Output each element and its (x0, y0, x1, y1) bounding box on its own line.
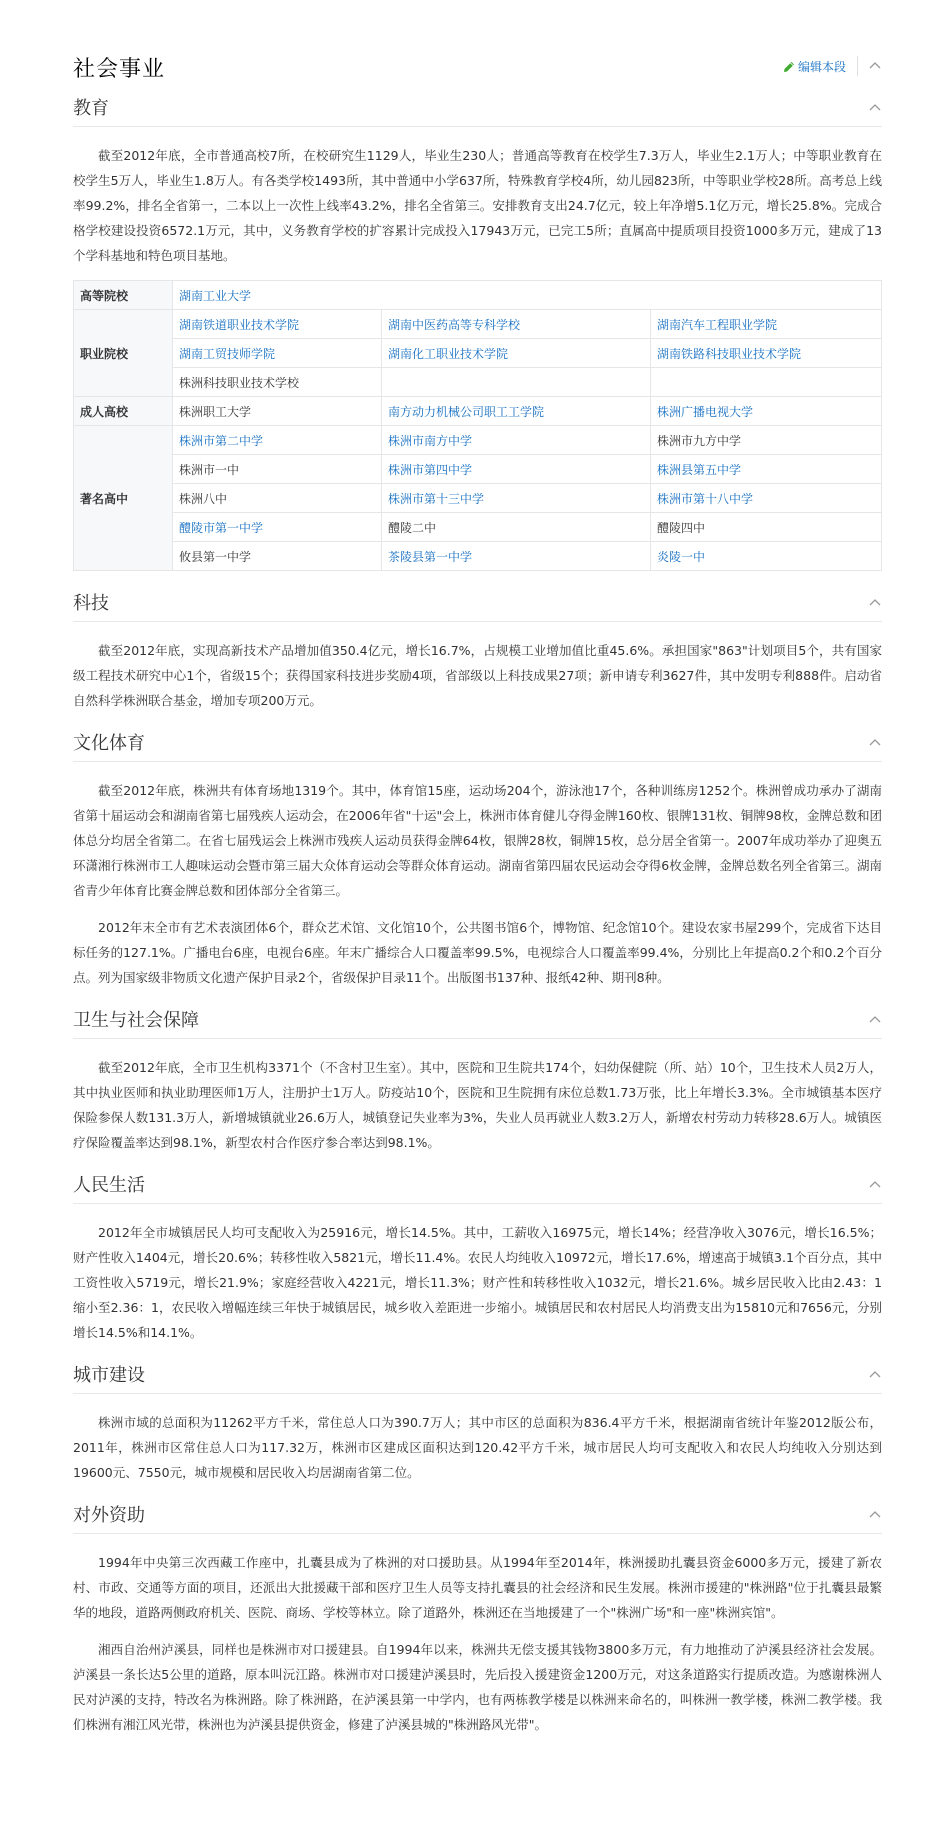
table-row (74, 455, 882, 484)
school-link[interactable]: 茶陵县第一中学 (382, 542, 651, 571)
table-row (74, 368, 882, 397)
school-name: 株洲八中 (173, 484, 382, 513)
chevron-up-icon[interactable] (868, 735, 882, 749)
school-link[interactable]: 株洲市第十八中学 (651, 484, 882, 513)
section-education (73, 90, 882, 571)
section-title: 文化体育 (73, 733, 145, 754)
paragraph: 2012年全市城镇居民人均可支配收入为25916元，增长14.5%。其中，工薪收入16975元，增长14%；经营净收入3076元，增长16.5%；财产性收入1404元，增长20.6%；转移性收入5821元，增长11.4%。农民人均纯收入10972元，增长17.6%，增速高于城镇3.1个百分点，其中工资性收入5719元，增长21.9%；家庭经营收入4221元，增长11.3%；财产性和转移性收入1032元，增长21.6%。城乡居民收入比由2.43：1缩小至2.36：1，农民收入增幅连续三年快于城镇居民，城乡收入差距进一步缩小。城镇居民和农村居民人均消费支出为15810元和7656元，分别增长14.5%和14.1%。 (73, 1225, 882, 1340)
table-row (74, 484, 882, 513)
school-link[interactable]: 湖南中医药高等专科学校 (382, 310, 651, 339)
school-name: 醴陵四中 (651, 513, 882, 542)
section-heading-health (73, 1002, 882, 1039)
school-link[interactable]: 湖南铁路科技职业技术学院 (651, 339, 882, 368)
paragraph: 1994年中央第三次西藏工作座中，扎囊县成为了株洲的对口援助县。从1994年至2014年，株洲援助扎囊县资金6000多万元，援建了新农村、市政、交通等方面的项目，还派出大批援藏干部和医疗卫生人员等支持扎囊县的社会经济和民生发展。株洲市援建的"株洲路"位于扎囊县最繁华的地段，道路两侧政府机关、医院、商场、学校等林立。除了道路外，株洲还在当地援建了一个"株洲广场"和一座"株洲宾馆"。 (73, 1555, 882, 1620)
section-heading-tech (73, 585, 882, 622)
empty-cell (382, 368, 651, 397)
school-link[interactable]: 湖南铁道职业技术学院 (173, 310, 382, 339)
paragraph: 截至2012年底，实现高新技术产品增加值350.4亿元，增长16.7%，占规模工业增加值比重45.6%。承担国家"863"计划项目5个，共有国家级工程技术研究中心1个，省级15个；获得国家科技进步奖励4项，省部级以上科技成果27项；新申请专利3627件，其中发明专利888件。启动省自然科学株洲联合基金，增加专项200万元。 (73, 643, 882, 708)
edit-section-label: 编辑本段 (797, 60, 846, 74)
category-cell: 高等院校 (74, 281, 173, 310)
school-link[interactable]: 南方动力机械公司职工工学院 (382, 397, 651, 426)
page-title: 社会事业 (73, 57, 166, 82)
edit-section-button[interactable] (783, 58, 846, 75)
school-name: 株洲职工大学 (173, 397, 382, 426)
school-link[interactable]: 醴陵市第一中学 (173, 513, 382, 542)
table-row (74, 513, 882, 542)
school-name: 株洲市九方中学 (651, 426, 882, 455)
main-heading-row (73, 50, 882, 90)
section-title: 科技 (73, 593, 109, 614)
pencil-icon (783, 61, 795, 73)
school-name: 株洲市一中 (173, 455, 382, 484)
school-link[interactable]: 株洲市第四中学 (382, 455, 651, 484)
table-row (74, 397, 882, 426)
section-title: 教育 (73, 98, 109, 119)
paragraph: 2012年末全市有艺术表演团体6个，群众艺术馆、文化馆10个，公共图书馆6个，博物馆、纪念馆10个。建设农家书屋299个，完成省下达目标任务的127.1%。广播电台6座，电视台6座。年末广播综合人口覆盖率99.5%，电视综合人口覆盖率99.4%，分别比上年提高0.2个和0.2个百分点。列为国家级非物质文化遗产保护目录2个，省级保护目录11个。出版图书137种、报纸42种、期刊8种。 (73, 920, 882, 985)
chevron-up-icon[interactable] (868, 1507, 882, 1521)
section-title: 卫生与社会保障 (73, 1010, 199, 1031)
paragraph: 截至2012年底，株洲共有体育场地1319个。其中，体育馆15座，运动场204个，游泳池17个，各种训练房1252个。株洲曾成功承办了湖南省第十届运动会和湖南省第七届残疾人运动会，在2006年省"十运"会上，株洲市体育健儿夺得金牌160枚、银牌131枚、铜牌98枚，金牌总数和团体总分均居全省第二。在省七届残运会上株洲市残疾人运动员获得金牌64枚，银牌28枚，铜牌15枚，总分居全省第一。2007年成功举办了迎奥五环潇湘行株洲市工人趣味运动会暨市第三届大众体育运动会等群众体育运动。湖南省第四届农民运动会夺得6枚金牌，金牌总数名列全省第三。湖南省青少年体育比赛金牌总数和团体部分全省第三。 (73, 783, 882, 898)
table-row (74, 542, 882, 571)
section-title: 对外资助 (73, 1505, 145, 1526)
chevron-up-icon[interactable] (868, 58, 882, 72)
school-link[interactable]: 株洲市第二中学 (173, 426, 382, 455)
section-city (73, 1357, 882, 1485)
school-link[interactable]: 湖南工贸技师学院 (173, 339, 382, 368)
chevron-up-icon[interactable] (868, 1367, 882, 1381)
category-cell: 成人高校 (74, 397, 173, 426)
school-link[interactable]: 炎陵一中 (651, 542, 882, 571)
divider (857, 56, 858, 76)
chevron-up-icon[interactable] (868, 1177, 882, 1191)
empty-cell (651, 368, 882, 397)
school-link[interactable]: 湖南工业大学 (173, 281, 882, 310)
school-link[interactable]: 株洲广播电视大学 (651, 397, 882, 426)
school-link[interactable]: 株洲市第十三中学 (382, 484, 651, 513)
section-tech (73, 585, 882, 713)
table-row (74, 281, 882, 310)
section-heading-city (73, 1357, 882, 1394)
school-name: 株洲科技职业技术学校 (173, 368, 382, 397)
paragraph: 湘西自治州泸溪县，同样也是株洲市对口援建县。自1994年以来，株洲共无偿支援其钱物3800多万元，有力地推动了泸溪县经济社会发展。泸溪县一条长达5公里的道路，原本叫沅江路。株洲市对口援建泸溪县时，先后投入援建资金1200万元，对这条道路实行提质改造。为感谢株洲人民对泸溪的支持，特改名为株洲路。除了株洲路，在泸溪县第一中学内，也有两栋教学楼是以株洲来命名的，叫株洲一教学楼，株洲二教学楼。我们株洲有湘江风光带，株洲也为泸溪县提供资金，修建了泸溪县城的"株洲路风光带"。 (73, 1642, 882, 1732)
section-culture (73, 725, 882, 990)
schools-table (73, 280, 882, 571)
section-heading-education (73, 90, 882, 127)
school-link[interactable]: 株洲县第五中学 (651, 455, 882, 484)
school-link[interactable]: 株洲市南方中学 (382, 426, 651, 455)
section-heading-aid (73, 1497, 882, 1534)
section-aid (73, 1497, 882, 1737)
section-title: 人民生活 (73, 1175, 145, 1196)
table-row (74, 426, 882, 455)
section-heading-culture (73, 725, 882, 762)
school-link[interactable]: 湖南化工职业技术学院 (382, 339, 651, 368)
section-life (73, 1167, 882, 1345)
section-title: 城市建设 (73, 1365, 145, 1386)
section-heading-life (73, 1167, 882, 1204)
school-name: 醴陵二中 (382, 513, 651, 542)
category-cell: 著名高中 (74, 426, 173, 571)
category-cell: 职业院校 (74, 310, 173, 397)
table-row (74, 310, 882, 339)
school-name: 攸县第一中学 (173, 542, 382, 571)
table-row (74, 339, 882, 368)
paragraph: 截至2012年底，全市普通高校7所，在校研究生1129人，毕业生230人；普通高等教育在校学生7.3万人，毕业生2.1万人；中等职业教育在校学生5万人，毕业生1.8万人。有各类学校1493所，其中普通中小学637所，特殊教育学校4所，幼儿园823所，中等职业学校28所。高考总上线率99.2%，排名全省第一，二本以上一次性上线率43.2%，排名全省第三。安排教育支出24.7亿元，较上年净增5.1亿万元，增长25.8%。完成合格学校建设投资6572.1万元，其中，义务教育学校的扩容累计完成投入17943万元，已完工5所；直属高中提质项目投资1000多万元，建成了13个学科基地和特色项目基地。 (73, 148, 882, 263)
chevron-up-icon[interactable] (868, 595, 882, 609)
section-health (73, 1002, 882, 1155)
chevron-up-icon[interactable] (868, 1012, 882, 1026)
paragraph: 截至2012年底，全市卫生机构3371个（不含村卫生室）。其中，医院和卫生院共174个，妇幼保健院（所、站）10个，卫生技术人员2万人，其中执业医师和执业助理医师1万人，注册护士1万人。防疫站10个，医院和卫生院拥有床位总数1.73万张，比上年增长3.3%。全市城镇基本医疗保险参保人数131.3万人，新增城镇就业26.6万人，城镇登记失业率为3%，失业人员再就业人数3.2万人，新增农村劳动力转移28.6万人。城镇医疗保险覆盖率达到98.1%，新型农村合作医疗参合率达到98.1%。 (73, 1060, 882, 1150)
school-link[interactable]: 湖南汽车工程职业学院 (651, 310, 882, 339)
paragraph: 株洲市域的总面积为11262平方千米，常住总人口为390.7万人；其中市区的总面积为836.4平方千米，根据湖南省统计年鉴2012版公布，2011年，株洲市区常住总人口为117.32万，株洲市区建成区面积达到120.42平方千米，城市居民人均可支配收入和农民人均纯收入分别达到19600元、7550元，城市规模和居民收入均居湖南省第二位。 (73, 1415, 882, 1480)
chevron-up-icon[interactable] (868, 100, 882, 114)
